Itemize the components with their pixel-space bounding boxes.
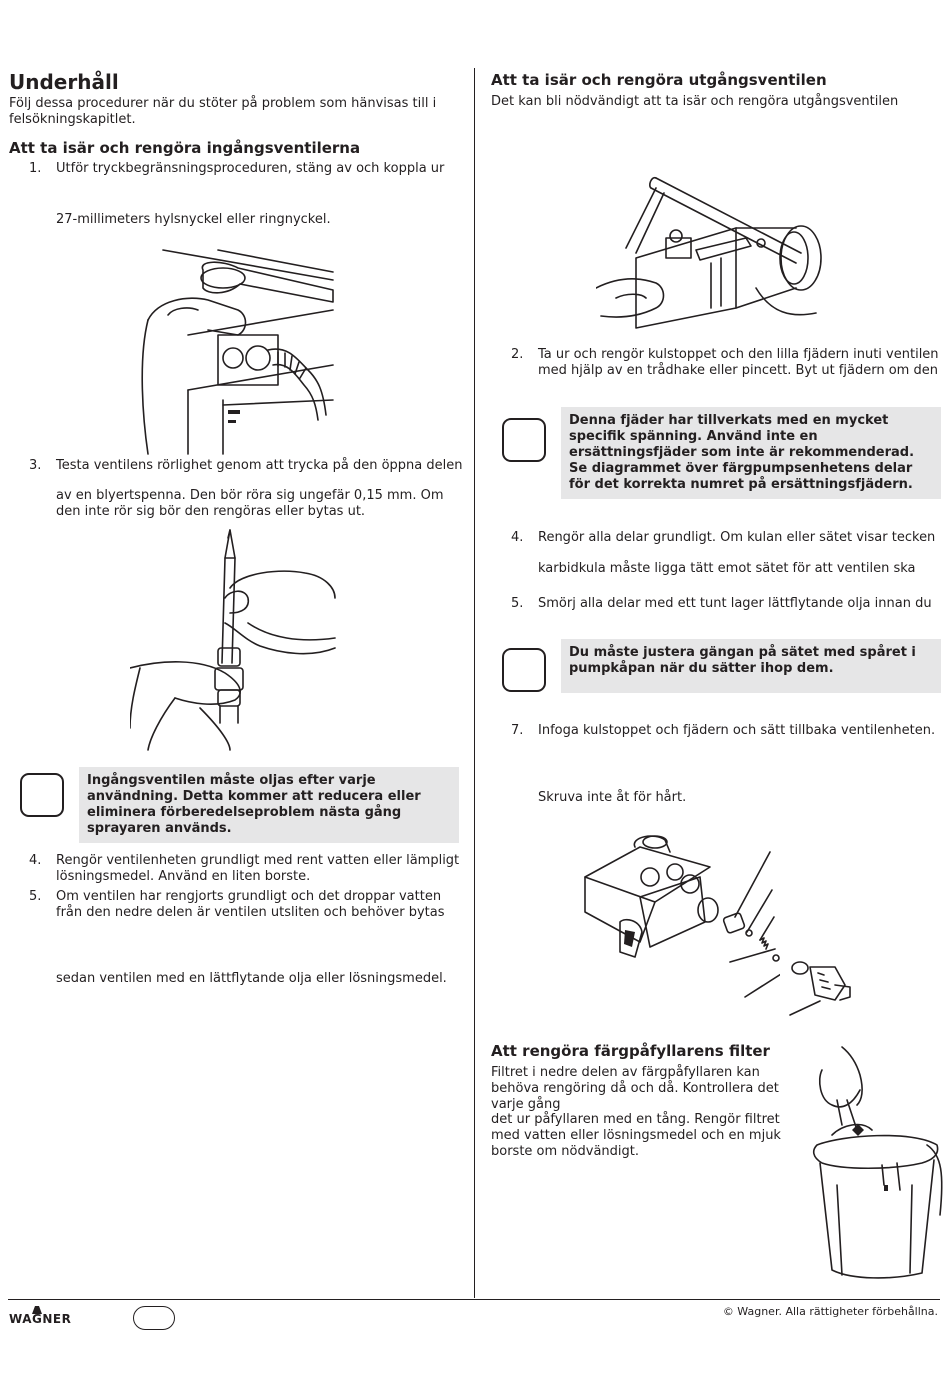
step-number: 4. xyxy=(29,853,42,868)
step-text: Smörj alla delar med ett tunt lager lättflytande olja innan du xyxy=(538,596,932,611)
step-text: Ta ur och rengör kulstoppet och den lilla fjädern inuti ventilen med hjälp av en trådhake eller pincett. Byt ut fjädern om den xyxy=(538,347,939,378)
note-icon xyxy=(502,648,546,692)
inlet-valve-note: Ingångsventilen måste oljas efter varje användning. Detta kommer att reducera eller eliminera förberedelseproblem nästa gång sprayaren används. xyxy=(79,767,459,843)
thread-alignment-note: Du måste justera gängan på sätet med spåret i pumpkåpan när du sätter ihop dem. xyxy=(561,639,941,693)
pencil-valve-test-illustration xyxy=(130,528,340,753)
filter-text: Filtret i nedre delen av färgpåfyllaren kan behöva rengöring då och då. Kontrollera det varje gång xyxy=(491,1065,779,1112)
step-number: 5. xyxy=(29,889,42,904)
step-text: Testa ventilens rörlighet genom att trycka på den öppna delen xyxy=(56,458,463,473)
step-text: Rengör ventilenheten grundligt med rent vatten eller lämpligt lösningsmedel. Använd en liten borste. xyxy=(56,853,460,884)
step-text: Utför tryckbegränsningsproceduren, stäng av och koppla ur xyxy=(56,161,445,176)
step-text: sedan ventilen med en lättflytande olja eller lösningsmedel. xyxy=(56,971,447,986)
step-number: 7. xyxy=(511,723,524,738)
step-text: Infoga kulstoppet och fjädern och sätt tillbaka ventilenheten. xyxy=(538,723,936,738)
step-text: Skruva inte åt för hårt. xyxy=(538,790,687,805)
filter-section-title: Att rengöra färgpåfyllarens filter xyxy=(491,1042,770,1060)
spring-note: Denna fjäder har tillverkats med en mycket specifik spänning. Använd inte en ersättningsfjäder som inte är rekommenderad. Se diagrammet över färgpumpsenhetens delar för det korrekta numret på ersättningsfjädern. xyxy=(561,407,941,499)
outlet-section-title: Att ta isär och rengöra utgångsventilen xyxy=(491,71,827,89)
wagner-logo xyxy=(9,1305,99,1327)
step-text: av en blyertspenna. Den bör röra sig ungefär 0,15 mm. Om den inte rör sig bör den rengöras eller bytas ut. xyxy=(56,488,444,519)
step-text: 27-millimeters hylsnyckel eller ringnyckel. xyxy=(56,212,331,227)
copyright: © Wagner. Alla rättigheter förbehållna. xyxy=(722,1305,938,1318)
note-icon xyxy=(20,773,64,817)
step-text: karbidkula måste ligga tätt emot sätet för att ventilen ska xyxy=(538,561,916,576)
step-number: 5. xyxy=(511,596,524,611)
language-badge xyxy=(133,1306,175,1330)
inlet-section-title: Att ta isär och rengöra ingångsventilerna xyxy=(9,139,361,157)
outlet-intro: Det kan bli nödvändigt att ta isär och rengöra utgångsventilen xyxy=(491,94,899,109)
page-title: Underhåll xyxy=(9,70,119,94)
outlet-valve-parts-illustration xyxy=(780,905,860,1025)
outlet-valve-exploded-diagram xyxy=(580,822,780,1022)
step-number: 4. xyxy=(511,530,524,545)
step-number: 1. xyxy=(29,161,42,176)
step-number: 3. xyxy=(29,458,42,473)
column-divider xyxy=(474,68,475,1298)
wrench-outlet-valve-illustration xyxy=(596,168,824,340)
step-number: 2. xyxy=(511,347,524,362)
brand-name: WAGNER xyxy=(9,1312,72,1326)
intro-text: Följ dessa procedurer när du stöter på problem som hänvisas till i felsökningskapitlet. xyxy=(9,96,437,127)
paint-hopper-filter-illustration xyxy=(812,1045,945,1285)
note-icon xyxy=(502,418,546,462)
wrench-inlet-valve-illustration xyxy=(128,240,338,455)
footer-rule xyxy=(8,1299,940,1300)
step-text: Om ventilen har rengjorts grundligt och det droppar vatten från den nedre delen är ventilen utsliten och behöver bytas xyxy=(56,889,445,920)
filter-text: det ur påfyllaren med en tång. Rengör filtret med vatten eller lösningsmedel och en mjuk borste om nödvändigt. xyxy=(491,1112,781,1159)
step-text: Rengör alla delar grundligt. Om kulan eller sätet visar tecken xyxy=(538,530,936,545)
